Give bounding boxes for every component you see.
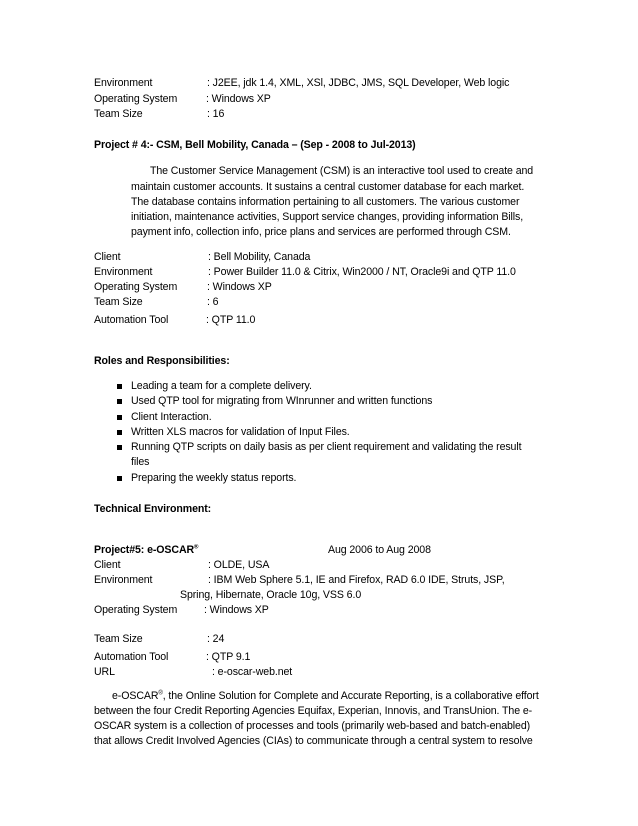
- team-value-p4: : 6: [207, 296, 219, 308]
- url-value-p5: : e-oscar-web.net: [212, 666, 293, 678]
- team-value-p5: : 24: [207, 633, 225, 645]
- os-label-p5: Operating System: [94, 604, 178, 616]
- env-value-p3: : J2EE, jdk 1.4, XML, XSl, JDBC, JMS, SQL Developer, Web logic: [207, 77, 510, 89]
- env-value2-p5: Spring, Hibernate, Oracle 10g, VSS 6.0: [180, 589, 362, 601]
- team-label-p4: Team Size: [94, 296, 143, 308]
- tool-value-p5: : QTP 9.1: [206, 651, 251, 663]
- list-item: Client Interaction.: [115, 410, 521, 425]
- team-label-p3: Team Size: [94, 108, 143, 120]
- project4-desc-line: The Customer Service Management (CSM) is an interactive tool used to create and: [150, 165, 534, 177]
- env-label-p4: Environment: [94, 266, 153, 278]
- tool-value-p4: : QTP 11.0: [206, 314, 256, 326]
- os-value-p5: : Windows XP: [204, 604, 269, 616]
- list-item: Preparing the weekly status reports.: [115, 471, 521, 486]
- project5-dates: Aug 2006 to Aug 2008: [328, 544, 431, 556]
- project4-desc-line: The database contains information pertaining to all customers. The various customer: [131, 196, 520, 208]
- client-label-p4: Client: [94, 251, 121, 263]
- list-item: Used QTP tool for migrating from WInrunner and written functions: [115, 394, 521, 409]
- bullet-icon: [117, 445, 122, 450]
- os-label-p4: Operating System: [94, 281, 178, 293]
- tool-label-p4: Automation Tool: [94, 314, 169, 326]
- os-value-p3: : Windows XP: [206, 93, 271, 105]
- team-label-p5: Team Size: [94, 633, 143, 645]
- list-item: Leading a team for a complete delivery.: [115, 379, 521, 394]
- project4-desc-line: payment info, collection info, price plans and services are performed through CSM.: [131, 226, 511, 238]
- bullet-icon: [117, 415, 122, 420]
- os-label-p3: Operating System: [94, 93, 178, 105]
- list-item: Running QTP scripts on daily basis as per client requirement and validating the result files: [115, 440, 521, 471]
- project5-desc-line: e-OSCAR®, the Online Solution for Complete and Accurate Reporting, is a collaborative effort: [112, 690, 539, 702]
- team-value-p3: : 16: [207, 108, 225, 120]
- project5-heading: Project#5: e-OSCAR®: [94, 544, 199, 556]
- env-label-p3: Environment: [94, 77, 153, 89]
- project5-desc-line: that allows Credit Involved Agencies (CIAs) to communicate through a central system to resolve: [94, 735, 533, 747]
- env-value-p5: : IBM Web Sphere 5.1, IE and Firefox, RAD 6.0 IDE, Struts, JSP,: [208, 574, 505, 586]
- url-label-p5: URL: [94, 666, 115, 678]
- roles-heading: Roles and Responsibilities:: [94, 355, 230, 367]
- client-value-p5: : OLDE, USA: [208, 559, 270, 571]
- client-label-p5: Client: [94, 559, 121, 571]
- list-item: Written XLS macros for validation of Input Files.: [115, 425, 521, 440]
- tech-env-heading: Technical Environment:: [94, 503, 212, 515]
- project4-desc-line: initiation, maintenance activities, Support service changes, providing information Bills,: [131, 211, 524, 223]
- os-value-p4: : Windows XP: [207, 281, 272, 293]
- env-value-p4: : Power Builder 11.0 & Citrix, Win2000 / NT, Oracle9i and QTP 11.0: [208, 266, 516, 278]
- bullet-icon: [117, 399, 122, 404]
- project4-heading: Project # 4:- CSM, Bell Mobility, Canada – (Sep - 2008 to Jul-2013): [94, 139, 416, 151]
- bullet-icon: [117, 430, 122, 435]
- roles-list: [115, 379, 521, 486]
- bullet-icon: [117, 384, 122, 389]
- bullet-icon: [117, 476, 122, 481]
- project5-desc-line: OSCAR system is a collection of processes and tools (primarily web-based and batch-enabled): [94, 720, 531, 732]
- env-label-p5: Environment: [94, 574, 153, 586]
- project4-desc-line: maintain customer accounts. It sustains a central customer database for each market.: [131, 181, 525, 193]
- tool-label-p5: Automation Tool: [94, 651, 169, 663]
- client-value-p4: : Bell Mobility, Canada: [208, 251, 311, 263]
- project5-desc-line: between the four Credit Reporting Agencies Equifax, Experian, Innovis, and TransUnion. The e-: [94, 705, 533, 717]
